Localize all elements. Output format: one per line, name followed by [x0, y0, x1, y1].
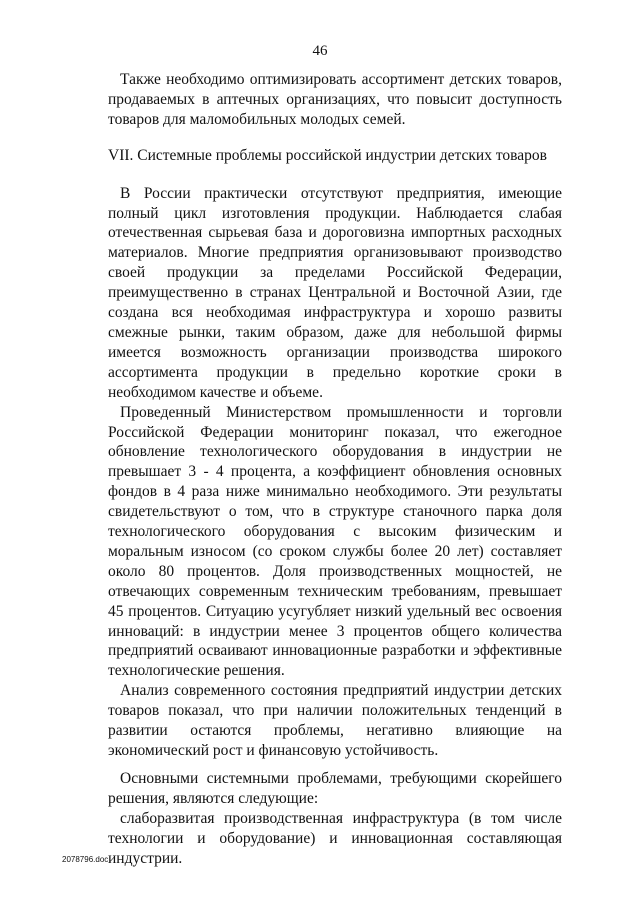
page-number: 46: [312, 43, 328, 59]
section-heading: VII. Системные проблемы российской индустрии детских товаров: [108, 146, 547, 164]
paragraph-assortment: Также необходимо оптимизировать ассортимент детских товаров, продаваемых в аптечных организациях, что повысит доступность товаров для маломобильных молодых семей.: [108, 71, 562, 128]
paragraph-systemic-problems: Основными системными проблемами, требующими скорейшего решения, являются следующие:: [108, 769, 562, 807]
file-name-footer: 2078796.doc: [62, 855, 109, 864]
paragraph-monitoring: Проведенный Министерством промышленности и торговли Российской Федерации мониторинг показал, что ежегодное обновление технологического оборудования в индустрии не превышает 3 - 4 процента, а коэффициент обновления основных фондов в 4 раза ниже минимально необходимого. Эти результаты свидетельствуют о том, что в структуре станочного парка доля технологического оборудования с высоким физическим и моральным износом (со сроком службы более 20 лет) составляет около 80 процентов. Доля производственных мощностей, не отвечающих современным техническим требованиям, превышает 45 процентов. Ситуацию усугубляет низкий удельный вес освоения инноваций: в индустрии менее 3 процентов общего количества предприятий осваивают инновационные разработки и эффективные технологические решения.: [108, 403, 562, 680]
paragraph-analysis: Анализ современного состояния предприятий индустрии детских товаров показал, что при наличии положительных тенденций в развитии остаются проблемы, негативно влияющие на экономический рост и финансовую устойчивость.: [108, 682, 562, 759]
document-body: [108, 70, 562, 868]
paragraph-production-cycle: В России практически отсутствуют предприятия, имеющие полный цикл изготовления продукции. Наблюдается слабая отечественная сырьевая база и дороговизна импортных расходных материалов. Многие предприятия организовывают производство своей продукции за пределами Российской Федерации, преимущественно в странах Центральной и Восточной Азии, где создана вся необходимая инфраструктура и хорошо развиты смежные рынки, таким образом, даже для небольшой фирмы имеется возможность организации производства широкого ассортимента продукции в предельно короткие сроки в необходимом качестве и объеме.: [108, 184, 562, 401]
paragraph-infrastructure: слаборазвитая производственная инфраструктура (в том числе технологии и оборудование) и инновационная составляющая индустрии.: [108, 809, 562, 867]
